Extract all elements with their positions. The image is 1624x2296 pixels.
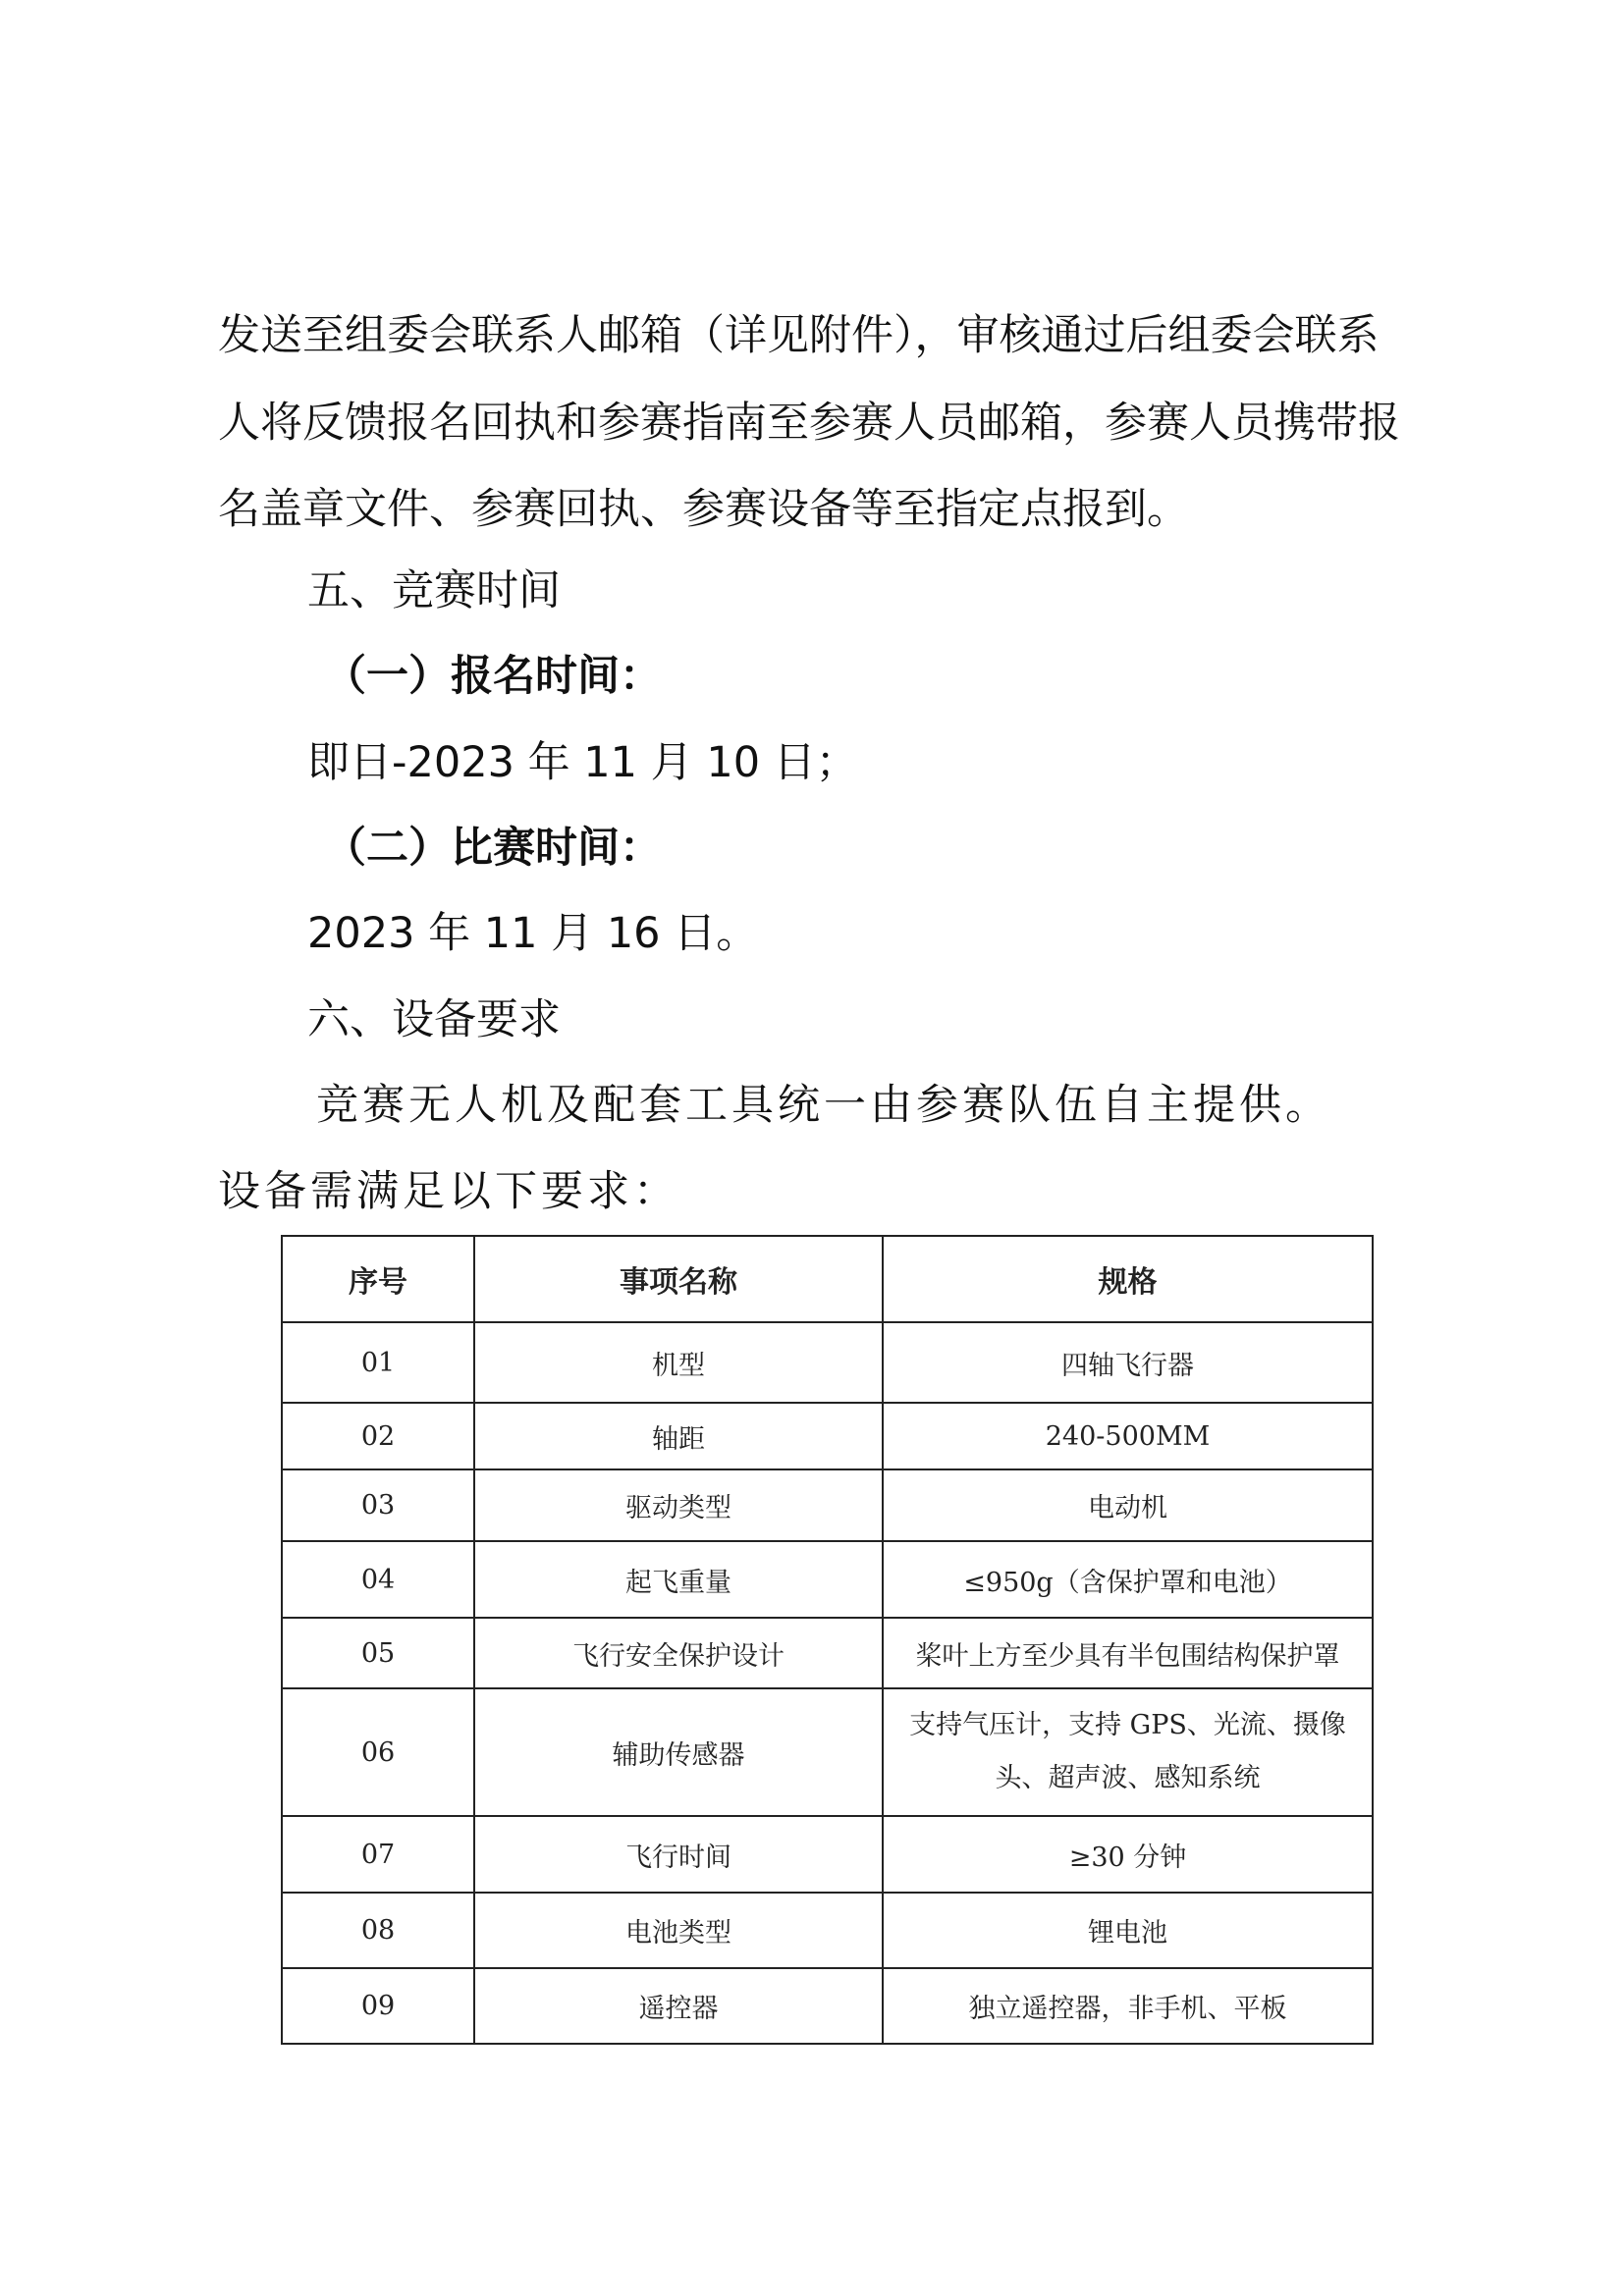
registration-time-heading: （一）报名时间： bbox=[324, 652, 662, 701]
table-row bbox=[282, 1816, 1373, 1893]
table-row bbox=[282, 1688, 1373, 1816]
paragraph-line-2: 人将反馈报名回执和参赛指南至参赛人员邮箱，参赛人员携带报 bbox=[218, 399, 1400, 448]
section-5-heading: 五、竞赛时间 bbox=[307, 566, 561, 615]
row-index: 01 bbox=[282, 1322, 474, 1403]
row-spec: 240-500MM bbox=[883, 1403, 1373, 1469]
header-spec: 规格 bbox=[883, 1236, 1373, 1322]
row-index: 03 bbox=[282, 1469, 474, 1541]
row-item-name: 遥控器 bbox=[474, 1968, 883, 2044]
table-row bbox=[282, 1403, 1373, 1469]
row-spec: 锂电池 bbox=[883, 1893, 1373, 1968]
table-row bbox=[282, 1618, 1373, 1688]
row-spec: 电动机 bbox=[883, 1469, 1373, 1541]
paragraph-line-1: 发送至组委会联系人邮箱（详见附件），审核通过后组委会联系 bbox=[218, 311, 1380, 360]
competition-time-heading: （二）比赛时间： bbox=[324, 824, 662, 873]
row-index: 04 bbox=[282, 1541, 474, 1618]
row-spec: ≤950g（含保护罩和电池） bbox=[883, 1541, 1373, 1618]
row-index: 02 bbox=[282, 1403, 474, 1469]
equipment-intro-line-2: 设备需满足以下要求： bbox=[218, 1167, 679, 1216]
row-item-name: 驱动类型 bbox=[474, 1469, 883, 1541]
table-row bbox=[282, 1541, 1373, 1618]
table-row bbox=[282, 1469, 1373, 1541]
row-index: 08 bbox=[282, 1893, 474, 1968]
header-item-name: 事项名称 bbox=[474, 1236, 883, 1322]
table-row bbox=[282, 1322, 1373, 1403]
table-row bbox=[282, 1968, 1373, 2044]
row-index: 09 bbox=[282, 1968, 474, 2044]
row-index: 06 bbox=[282, 1688, 474, 1816]
row-spec: 独立遥控器，非手机、平板 bbox=[883, 1968, 1373, 2044]
registration-time-text: 即日-2023 年 11 月 10 日； bbox=[307, 738, 858, 787]
row-spec: 桨叶上方至少具有半包围结构保护罩 bbox=[883, 1618, 1373, 1688]
table-row bbox=[282, 1893, 1373, 1968]
equipment-spec-table bbox=[281, 1235, 1374, 2045]
row-index: 07 bbox=[282, 1816, 474, 1893]
row-item-name: 起飞重量 bbox=[474, 1541, 883, 1618]
table-header-row bbox=[282, 1236, 1373, 1322]
row-spec: 支持气压计，支持 GPS、光流、摄像头、超声波、感知系统 bbox=[883, 1688, 1373, 1816]
row-item-name: 辅助传感器 bbox=[474, 1688, 883, 1816]
row-index: 05 bbox=[282, 1618, 474, 1688]
row-item-name: 电池类型 bbox=[474, 1893, 883, 1968]
section-6-heading: 六、设备要求 bbox=[307, 995, 561, 1044]
row-item-name: 轴距 bbox=[474, 1403, 883, 1469]
row-item-name: 机型 bbox=[474, 1322, 883, 1403]
header-index: 序号 bbox=[282, 1236, 474, 1322]
row-item-name: 飞行时间 bbox=[474, 1816, 883, 1893]
row-spec: ≥30 分钟 bbox=[883, 1816, 1373, 1893]
row-spec: 四轴飞行器 bbox=[883, 1322, 1373, 1403]
paragraph-line-3: 名盖章文件、参赛回执、参赛设备等至指定点报到。 bbox=[218, 485, 1189, 534]
competition-time-text: 2023 年 11 月 16 日。 bbox=[307, 909, 759, 958]
row-item-name: 飞行安全保护设计 bbox=[474, 1618, 883, 1688]
equipment-intro-line-1: 竞赛无人机及配套工具统一由参赛队伍自主提供。 bbox=[316, 1081, 1331, 1130]
